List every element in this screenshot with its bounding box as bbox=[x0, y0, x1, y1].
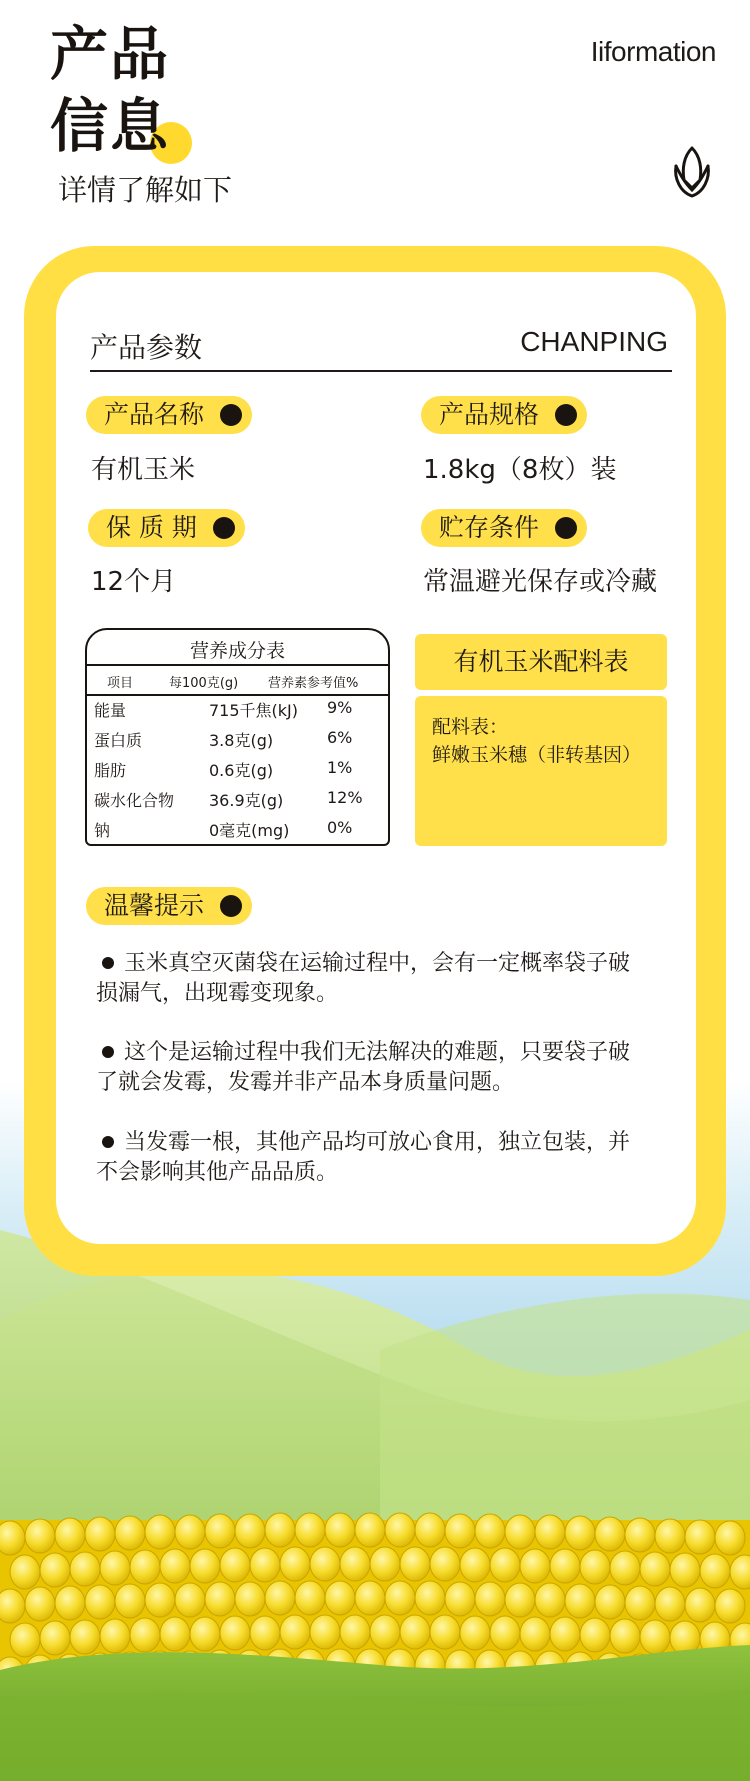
page-subtitle: 详情了解如下 bbox=[58, 173, 233, 207]
nutrition-cell: 1% bbox=[327, 758, 353, 777]
storage-label: 贮存条件 bbox=[421, 509, 587, 547]
nutrition-cell: 9% bbox=[327, 698, 353, 717]
tips-label: 温馨提示 bbox=[86, 887, 252, 925]
ingredients-box bbox=[415, 696, 667, 846]
english-label: Iiformation bbox=[590, 36, 716, 67]
page-title-line1: 产品 bbox=[50, 20, 171, 88]
bullet-icon bbox=[102, 1136, 114, 1148]
nutrition-table-rule bbox=[87, 694, 388, 696]
corn-icon bbox=[670, 144, 714, 200]
nutrition-cell: 能量 bbox=[94, 701, 127, 720]
nutrition-cell: 36.9克(g) bbox=[209, 791, 284, 810]
nutrition-cell: 碳水化合物 bbox=[94, 791, 175, 810]
bullet-icon bbox=[102, 957, 114, 969]
nutrition-header-item: 项目 bbox=[107, 676, 134, 691]
tip-item bbox=[96, 1128, 668, 1188]
tip-line: 了就会发霉，发霉并非产品本身质量问题。 bbox=[96, 1070, 515, 1095]
nutrition-table-title: 营养成分表 bbox=[189, 640, 285, 662]
bullet-icon bbox=[102, 1046, 114, 1058]
shelf-life-value: 12个月 bbox=[91, 567, 177, 597]
nutrition-cell: 0.6克(g) bbox=[209, 761, 274, 780]
nutrition-header-nrv: 营养素参考值% bbox=[268, 676, 359, 691]
nutrition-cell: 3.8克(g) bbox=[209, 731, 274, 750]
nutrition-cell: 715千焦(kJ) bbox=[209, 701, 299, 720]
nutrition-header-per100g: 每100克(g) bbox=[169, 676, 239, 691]
tip-line: 玉米真空灭菌袋在运输过程中，会有一定概率袋子破 bbox=[124, 951, 631, 976]
nutrition-cell: 蛋白质 bbox=[94, 731, 143, 750]
nutrition-table bbox=[85, 628, 390, 846]
nutrition-cell: 12% bbox=[327, 788, 363, 807]
nutrition-cell: 钠 bbox=[94, 821, 111, 840]
tip-line: 损漏气，出现霉变现象。 bbox=[96, 981, 339, 1006]
params-section-title: 产品参数 bbox=[90, 331, 203, 364]
storage-value: 常温避光保存或冷藏 bbox=[423, 567, 658, 597]
nutrition-cell: 6% bbox=[327, 728, 353, 747]
product-name-label: 产品名称 bbox=[86, 396, 252, 434]
tip-line: 不会影响其他产品品质。 bbox=[96, 1160, 339, 1185]
scenery-illustration bbox=[0, 1200, 750, 1781]
product-spec-value: 1.8kg（8枚）装 bbox=[423, 455, 617, 485]
nutrition-cell: 脂肪 bbox=[94, 761, 127, 780]
shelf-life-label: 保 质 期 bbox=[88, 509, 245, 547]
tip-line: 当发霉一根，其他产品均可放心食用，独立包装，并 bbox=[124, 1130, 631, 1155]
ingredients-label: 配料表： bbox=[432, 716, 509, 738]
page-title bbox=[50, 18, 170, 162]
nutrition-cell: 0毫克(mg) bbox=[209, 821, 290, 840]
product-name-value: 有机玉米 bbox=[91, 455, 196, 485]
nutrition-cell: 0% bbox=[327, 818, 353, 837]
section-divider bbox=[90, 370, 672, 372]
tip-line: 这个是运输过程中我们无法解决的难题，只要袋子破 bbox=[124, 1040, 631, 1065]
product-spec-label: 产品规格 bbox=[421, 396, 587, 434]
params-section-english: CHANPING bbox=[520, 326, 668, 357]
tip-item bbox=[96, 949, 668, 1009]
ingredients-text: 鲜嫩玉米穗（非转基因） bbox=[432, 744, 642, 766]
tip-item bbox=[96, 1038, 668, 1098]
page-title-line2: 信息 bbox=[50, 92, 171, 160]
ingredients-title: 有机玉米配料表 bbox=[415, 634, 667, 690]
nutrition-table-rule bbox=[87, 664, 388, 666]
